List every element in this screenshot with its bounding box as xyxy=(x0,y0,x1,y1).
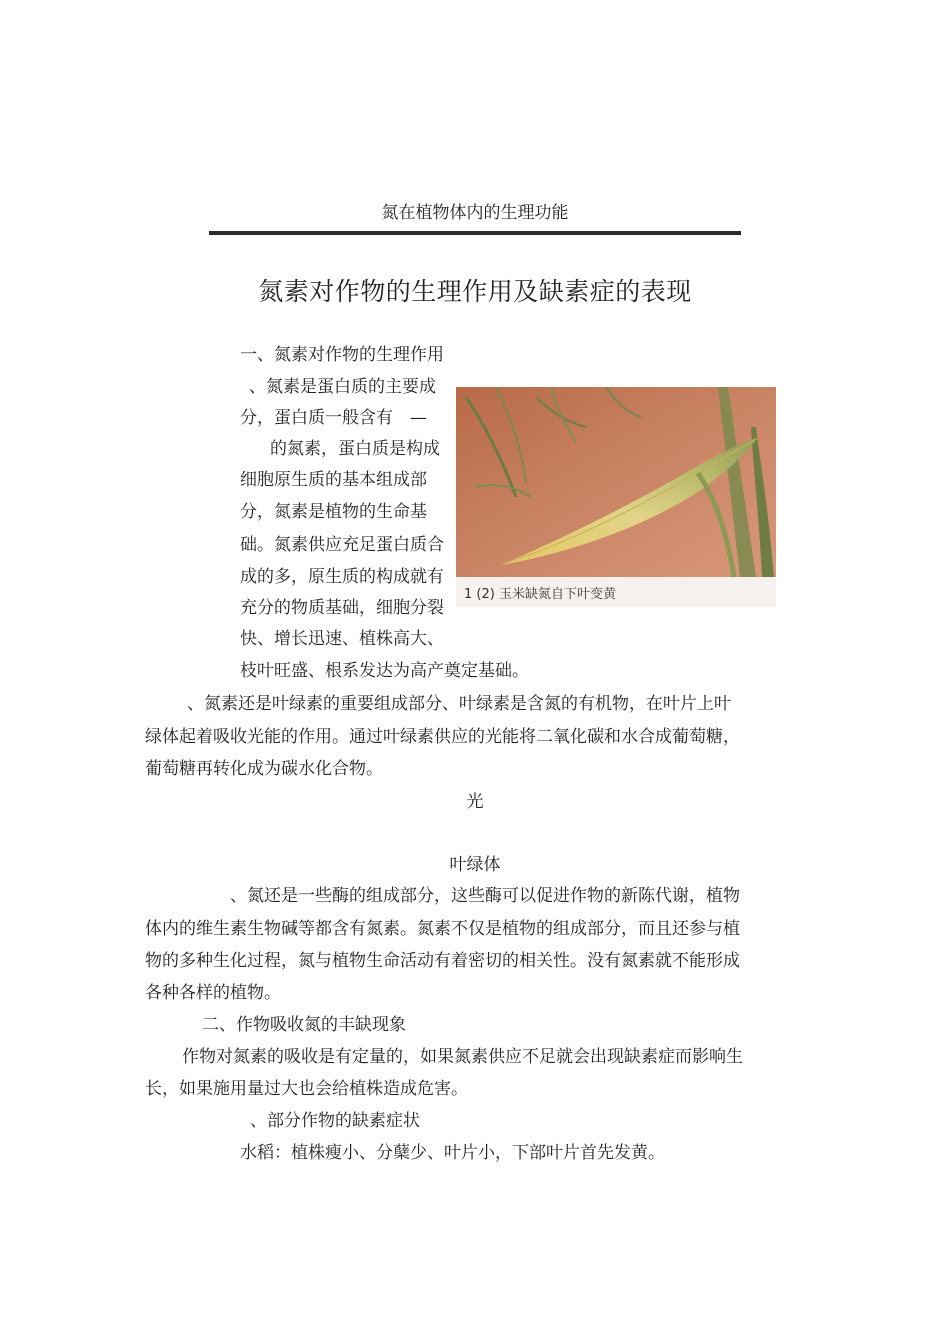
para3-line: 、氮还是一些酶的组成部分，这些酶可以促进作物的新陈代谢，植物 xyxy=(230,886,740,906)
para2-line: 葡萄糖再转化成为碳水化合物。 xyxy=(145,759,383,779)
formula-light: 光 xyxy=(466,792,484,812)
para3-line: 物的多种生化过程，氮与植物生命活动有着密切的相关性。没有氮素就不能形成 xyxy=(145,951,740,971)
wrap-line: 枝叶旺盛、根系发达为高产奠定基础。 xyxy=(240,661,529,681)
figure-caption: 1 (2) 玉米缺氮自下叶变黄 xyxy=(464,587,616,602)
wrap-line: 分，氮素是植物的生命基 xyxy=(240,502,427,522)
wrap-line: 分，蛋白质一般含有 — xyxy=(240,408,427,428)
wrap-line: 细胞原生质的基本组成部 xyxy=(240,470,427,490)
wrap-line: 、氮素是蛋白质的主要成 xyxy=(249,377,436,397)
wrap-line: 充分的物质基础，细胞分裂 xyxy=(240,598,444,618)
rice-symptom: 水稻：植株瘦小、分蘖少、叶片小，下部叶片首先发黄。 xyxy=(240,1143,665,1163)
section2-heading: 二、作物吸收氮的丰缺现象 xyxy=(202,1015,406,1035)
section2-para-line: 作物对氮素的吸收是有定量的，如果氮素供应不足就会出现缺素症而影响生 xyxy=(182,1047,743,1067)
wrap-line: 成的多，原生质的构成就有 xyxy=(240,567,444,587)
formula-chloroplast: 叶绿体 xyxy=(449,855,501,875)
document-title: 氮素对作物的生理作用及缺素症的表现 xyxy=(258,277,692,306)
wrap-line: 的氮素，蛋白质是构成 xyxy=(270,439,440,459)
page-header: 氮在植物体内的生理功能 xyxy=(381,203,569,223)
wrap-line: 础。氮素供应充足蛋白质合 xyxy=(240,535,444,555)
wrap-line: 快、增长迅速、植株高大、 xyxy=(240,629,444,649)
header-rule xyxy=(209,231,741,235)
section2-para-line: 长，如果施用量过大也会给植株造成危害。 xyxy=(145,1079,468,1099)
section1-heading: 一、氮素对作物的生理作用 xyxy=(240,345,444,365)
para3-line: 各种各样的植物。 xyxy=(145,983,281,1003)
corn-leaf-image xyxy=(456,387,776,607)
para2-line: 、氮素还是叶绿素的重要组成部分、叶绿素是含氮的有机物，在叶片上叶 xyxy=(187,694,731,714)
para2-line: 绿体起着吸收光能的作用。通过叶绿素供应的光能将二氧化碳和水合成葡萄糖， xyxy=(145,727,740,747)
para3-line: 体内的维生素生物碱等都含有氮素。氮素不仅是植物的组成部分，而且还参与植 xyxy=(145,919,740,939)
section2-subheading: 、部分作物的缺素症状 xyxy=(250,1111,420,1131)
corn-leaf-photo xyxy=(456,387,776,607)
